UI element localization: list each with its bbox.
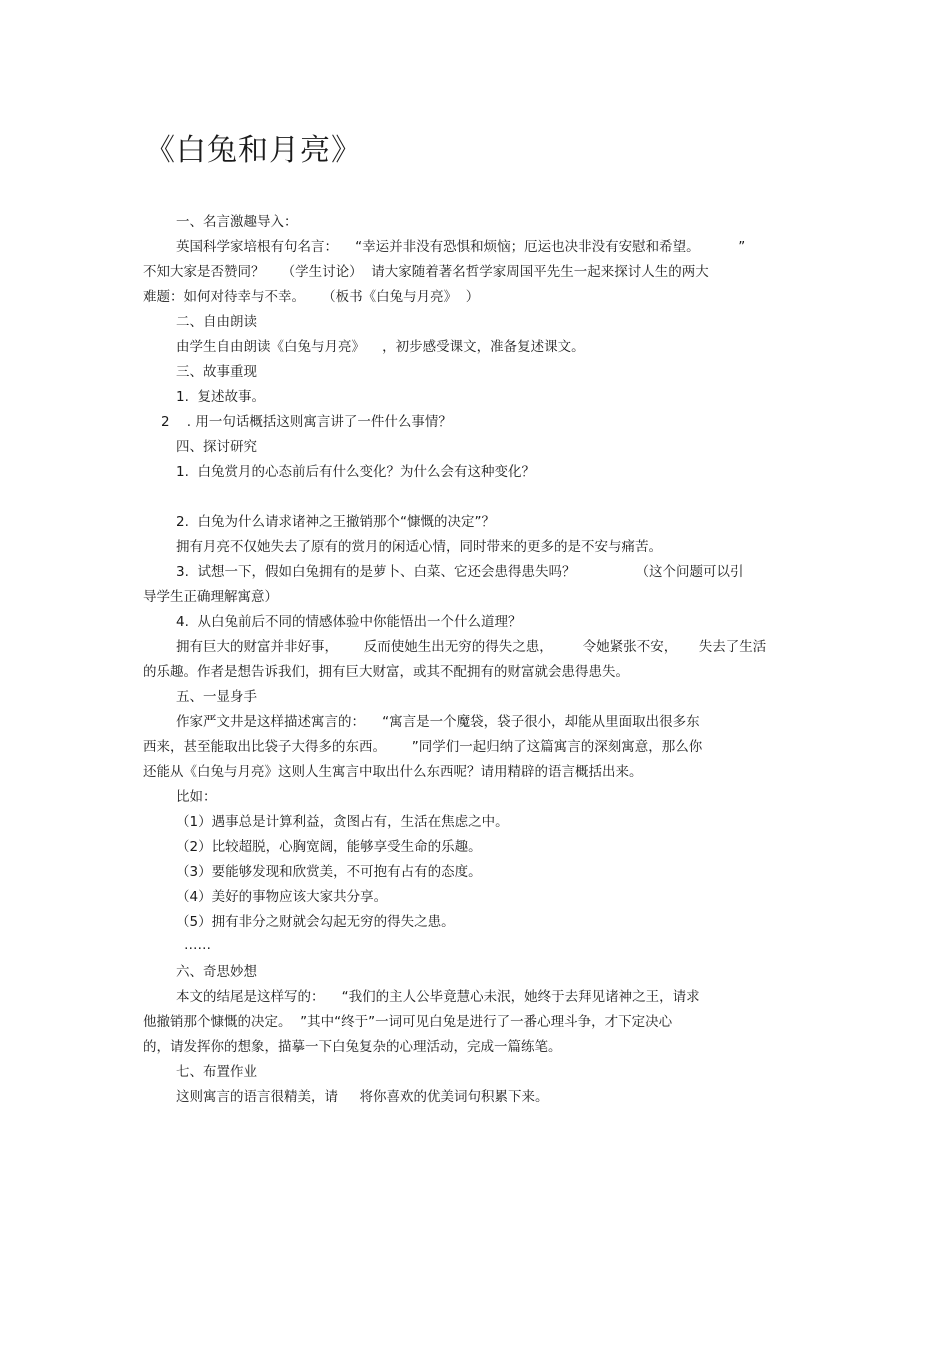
document-title: 《白兔和月亮》 <box>145 133 362 168</box>
paragraph-line: 西来，甚至能取出比袋子大得多的东西。 ”同学们一起归纳了这篇寓言的深刻寓意，那么你 <box>143 739 703 755</box>
section-heading: 七、布置作业 <box>176 1064 257 1080</box>
section-heading: 六、奇思妙想 <box>176 964 257 980</box>
paragraph-line: 这则寓言的语言很精美，请 将你喜欢的优美词句积累下来。 <box>176 1089 549 1105</box>
paragraph-line: 作家严文井是这样描述寓言的： “寓言是一个魔袋，袋子很小，却能从里面取出很多东 <box>176 714 700 730</box>
paragraph-line: 不知大家是否赞同？ （学生讨论） 请大家随着著名哲学家周国平先生一起来探讨人生的两大 <box>143 264 709 280</box>
section-heading: 三、故事重现 <box>176 364 257 380</box>
list-item: 2 . 用一句话概括这则寓言讲了一件什么事情？ <box>161 414 452 430</box>
ellipsis: …… <box>184 937 211 953</box>
list-item: （3）要能够发现和欣赏美，不可抱有占有的态度。 <box>176 864 482 880</box>
list-item: 2. 白兔为什么请求诸神之王撤销那个“慷慨的决定”？ <box>176 514 495 530</box>
list-item: 1. 复述故事。 <box>176 389 265 405</box>
paragraph-line: 难题：如何对待幸与不幸。 （板书《白兔与月亮》 ） <box>143 289 480 305</box>
list-item: （4）美好的事物应该大家共分享。 <box>176 889 388 905</box>
paragraph-line: 他撤销那个慷慨的决定。 ”其中“终于”一词可见白兔是进行了一番心理斗争，才下定决心 <box>143 1014 673 1030</box>
section-heading: 五、一显身手 <box>176 689 257 705</box>
section-heading: 二、自由朗读 <box>176 314 257 330</box>
paragraph-line: 本文的结尾是这样写的： “我们的主人公毕竟慧心未泯，她终于去拜见诸神之王，请求 <box>176 989 700 1005</box>
paragraph-line: 导学生正确理解寓意） <box>143 589 278 605</box>
paragraph-line: 的，请发挥你的想象，描摹一下白兔复杂的心理活动，完成一篇练笔。 <box>143 1039 562 1055</box>
paragraph-line: 由学生自由朗读《白兔与月亮》 ，初步感受课文，准备复述课文。 <box>176 339 585 355</box>
paragraph-line: 英国科学家培根有句名言： “幸运并非没有恐惧和烦恼；厄运也决非没有安慰和希望。 ” <box>176 239 746 255</box>
list-item: （1）遇事总是计算利益，贪图占有，生活在焦虑之中。 <box>176 814 509 830</box>
paragraph-line: 拥有月亮不仅她失去了原有的赏月的闲适心情，同时带来的更多的是不安与痛苦。 <box>176 539 662 555</box>
list-item: （2）比较超脱，心胸宽阔，能够享受生命的乐趣。 <box>176 839 482 855</box>
paragraph-line: 拥有巨大的财富并非好事， 反而使她生出无穷的得失之患， 令她紧张不安， 失去了生活 <box>176 639 767 655</box>
section-heading: 四、探讨研究 <box>176 439 257 455</box>
paragraph-line: 比如： <box>176 789 217 805</box>
list-item: 1. 白兔赏月的心态前后有什么变化？为什么会有这种变化？ <box>176 464 535 480</box>
section-heading: 一、名言激趣导入： <box>176 214 298 230</box>
paragraph-line: 的乐趣。作者是想告诉我们，拥有巨大财富，或其不配拥有的财富就会患得患失。 <box>143 664 629 680</box>
paragraph-line: 还能从《白兔与月亮》这则人生寓言中取出什么东西呢？请用精辟的语言概括出来。 <box>143 764 643 780</box>
list-item: 3. 试想一下，假如白兔拥有的是萝卜、白菜、它还会患得患失吗？ （这个问题可以引 <box>176 564 744 580</box>
list-item: （5）拥有非分之财就会勾起无穷的得失之患。 <box>176 914 455 930</box>
list-item: 4. 从白兔前后不同的情感体验中你能悟出一个什么道理？ <box>176 614 522 630</box>
